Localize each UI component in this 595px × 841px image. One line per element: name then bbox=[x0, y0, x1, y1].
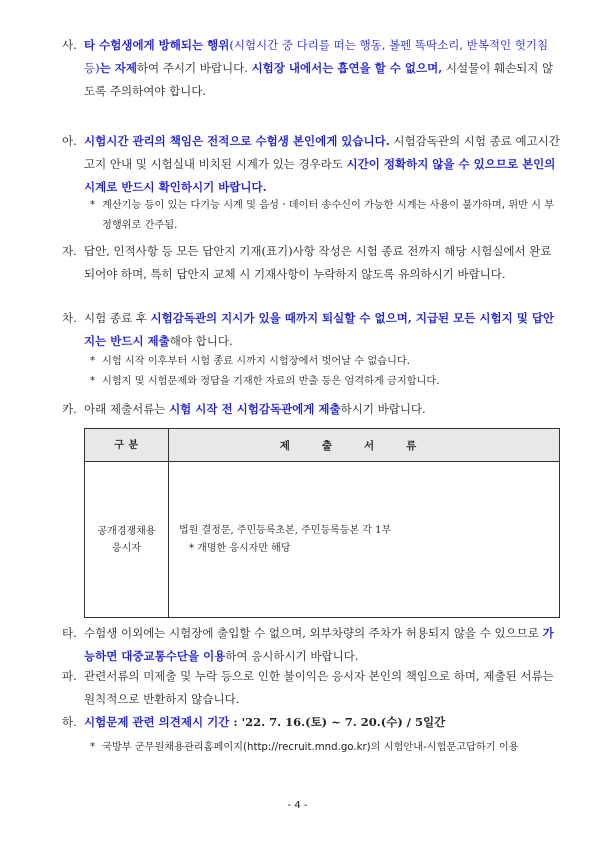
item-text bbox=[84, 622, 560, 668]
note-text: 국방부 군무원채용관리홈페이지(http://recruit.mnd.go.kr)의 시험안내-시험문고답하기 이용 bbox=[102, 742, 519, 753]
item-a bbox=[62, 130, 560, 199]
item-text bbox=[84, 711, 560, 734]
emphasis-text: 시험감독관의 지시가 있을 때까지 퇴실할 수 없으며, 지급된 모든 시험지 및 답안지는 반드시 제출 bbox=[84, 311, 555, 348]
table-header-row bbox=[85, 429, 560, 462]
plain-text: 시험 종료 후 bbox=[84, 311, 151, 325]
plain-text: 하여 주시기 바랍니다. bbox=[136, 61, 252, 75]
emphasis-text: 시간이 정확하지 않을 수 있으므로 본인의 시계로 반드시 확인하시기 바랍니다. bbox=[84, 157, 556, 194]
item-cha bbox=[62, 307, 560, 353]
item-marker: 사. bbox=[62, 38, 77, 52]
plain-text: 수험생 이외에는 시험장에 출입할 수 없으며, 외부차량의 주차가 허용되지 않을 수 있으므로 bbox=[84, 626, 543, 640]
emphasis-text: 타 수험생에게 방해되는 행위 bbox=[84, 38, 230, 52]
note-cha-1 bbox=[90, 352, 560, 372]
item-ja bbox=[62, 240, 560, 286]
item-pa bbox=[62, 665, 560, 711]
note-star: * bbox=[90, 376, 96, 387]
documents-text: 법원 결정문, 주민등록초본, 주민등록등본 각 1부 bbox=[179, 524, 392, 536]
table-row bbox=[85, 462, 560, 618]
table-cell-category bbox=[85, 462, 169, 618]
documents-note: * 개명한 응시자만 해당 bbox=[189, 542, 291, 554]
page-number: - 4 - bbox=[287, 800, 308, 811]
item-marker: 차. bbox=[62, 311, 77, 325]
plain-text: 해야 합니다. bbox=[169, 334, 233, 348]
documents-table bbox=[84, 428, 560, 618]
emphasis-text: 가능하면 대중교통수단을 이용 bbox=[84, 626, 554, 663]
plain-text: 하여 응시하시기 바랍니다. bbox=[225, 649, 359, 663]
item-marker: 카. bbox=[62, 402, 77, 416]
item-marker: 자. bbox=[62, 244, 77, 258]
note-star: * bbox=[90, 356, 96, 367]
item-marker: 타. bbox=[62, 626, 77, 640]
item-text bbox=[84, 34, 560, 103]
note-text: 시험지 및 시험문제와 정답을 기재한 자료의 반출 등은 엄격하게 금지합니다. bbox=[102, 376, 440, 387]
emphasis-text: 시험장 내에서는 흡연을 할 수 없으며, bbox=[251, 61, 443, 75]
note-ha bbox=[90, 738, 560, 758]
emphasis-text: 시험 시작 전 시험감독관에게 제출 bbox=[169, 402, 341, 416]
period-text: '22. 7. 16.(토) ~ 7. 20.(수) / 5일간 bbox=[241, 715, 446, 729]
item-text: 답안, 인적사항 등 모든 답안지 기재(표기)사항 작성은 시험 종료 전까지 해당 시험실에서 완료되어야 하며, 특히 답안지 교체 시 기재사항이 누락하지 않도록 유의하시기 바랍니다. bbox=[84, 244, 552, 281]
table-header-category: 구 분 bbox=[85, 429, 169, 462]
emphasis-text: 시험시간 관리의 책임은 전적으로 수험생 본인에게 있습니다. bbox=[84, 134, 390, 148]
cell-text: 공개경쟁채용 응시자 bbox=[97, 525, 156, 554]
item-text bbox=[84, 398, 560, 421]
item-marker: 아. bbox=[62, 134, 77, 148]
item-sa bbox=[62, 34, 560, 103]
note-a bbox=[90, 196, 560, 236]
note-star: * bbox=[90, 742, 96, 753]
item-ha bbox=[62, 711, 560, 734]
header-text: 제출서류 bbox=[279, 439, 449, 452]
item-marker: 파. bbox=[62, 669, 77, 683]
item-marker: 하. bbox=[62, 715, 77, 729]
note-cha-2 bbox=[90, 372, 560, 392]
note-star: * bbox=[90, 200, 96, 211]
plain-text: 시험감독관의 시험 종료 예고시간 고지 안내 및 시험실내 비치된 시계가 있는 경우라도 bbox=[84, 134, 560, 171]
item-ta bbox=[62, 622, 560, 668]
table-cell-documents bbox=[169, 462, 560, 618]
table-header-documents bbox=[169, 429, 560, 462]
note-text: 계산기능 등이 있는 다기능 시계 및 음성ㆍ데이터 송수신이 가능한 시계는 사용이 불가하며, 위반 시 부정행위로 간주됨. bbox=[102, 200, 555, 231]
item-text bbox=[84, 307, 560, 353]
example-text: (시험시간 중 다리를 떠는 행동, 볼펜 똑딱소리, 반복적인 헛기침 등) bbox=[84, 38, 549, 75]
emphasis-text: 는 자제 bbox=[99, 61, 137, 75]
item-text bbox=[84, 130, 560, 199]
plain-text: 아래 제출서류는 bbox=[84, 402, 170, 416]
item-text: 관련서류의 미제출 및 누락 등으로 인한 불이익은 응시자 본인의 책임으로 하며, 제출된 서류는 원칙적으로 반환하지 않습니다. bbox=[84, 669, 554, 706]
emphasis-text: 시험문제 관련 의견제시 기간 : bbox=[84, 715, 242, 729]
plain-text: 시설물이 훼손되지 않도록 주의하여야 합니다. bbox=[84, 61, 554, 98]
note-text: 시험 시작 이후부터 시험 종료 시까지 시험장에서 벗어날 수 없습니다. bbox=[102, 356, 410, 367]
item-ka bbox=[62, 398, 560, 421]
plain-text: 하시기 바랍니다. bbox=[340, 402, 426, 416]
